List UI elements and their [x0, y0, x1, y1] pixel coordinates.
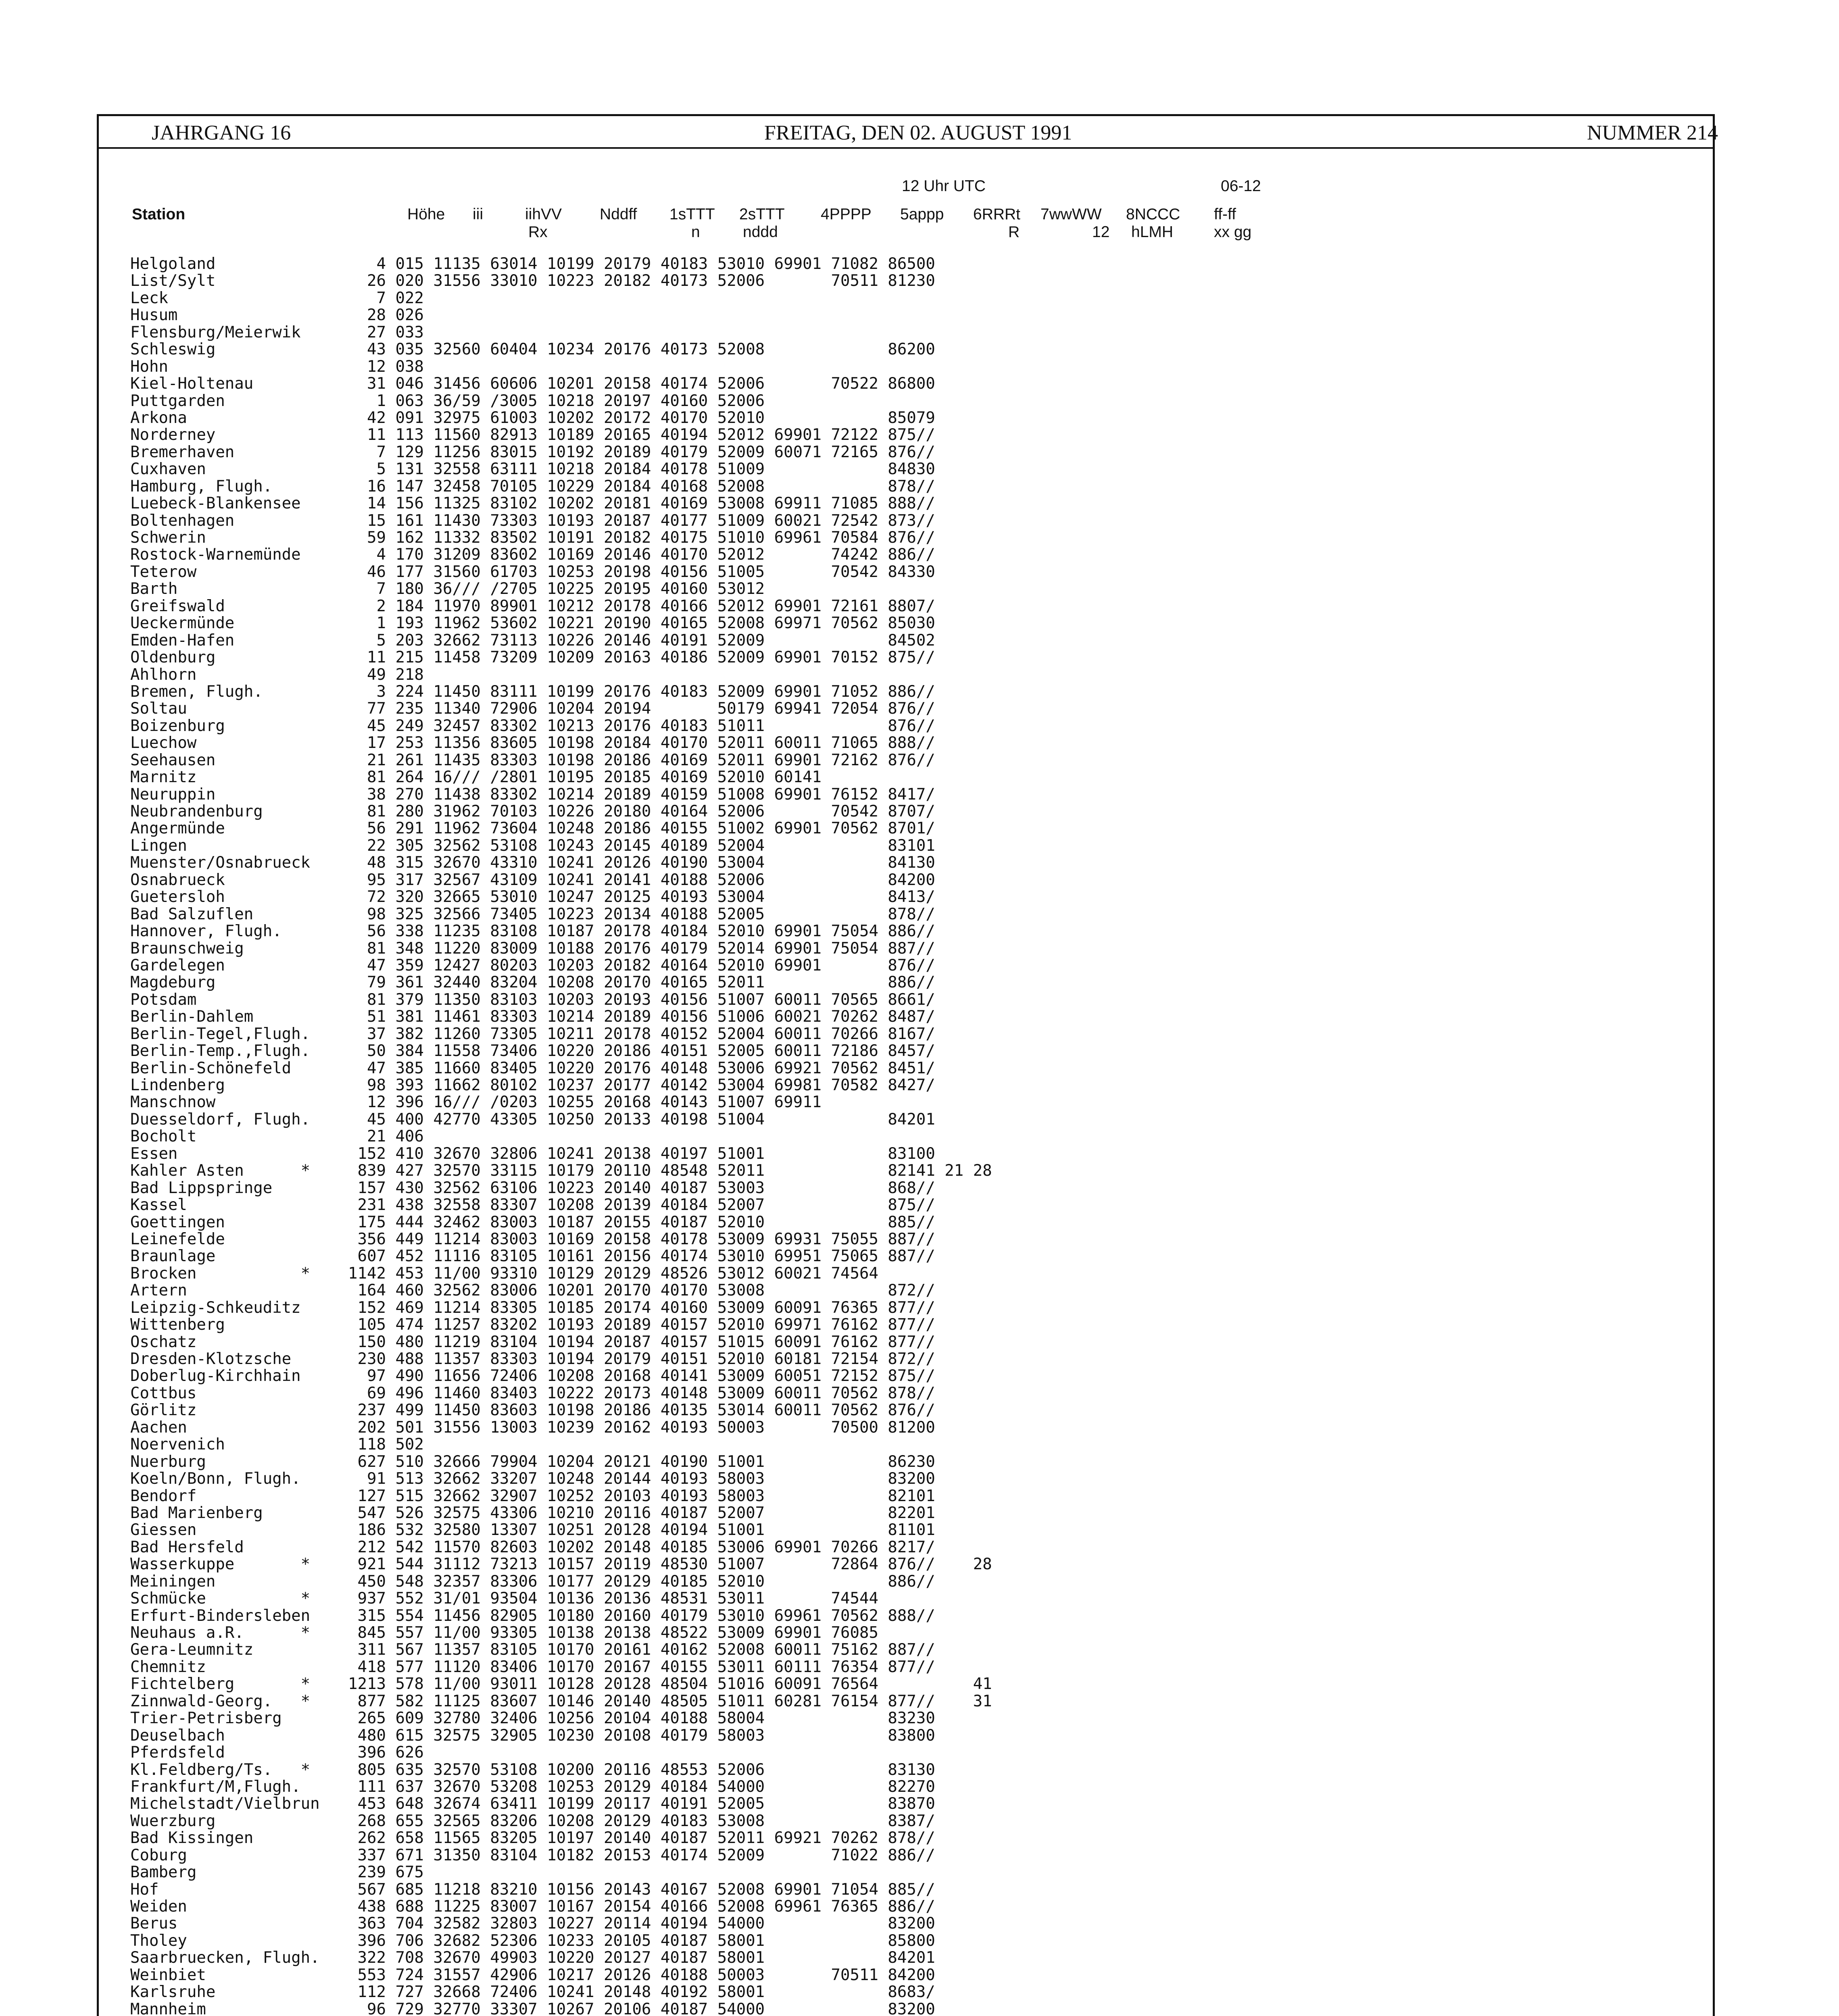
station-name: Hamburg, Flugh. 16 147 32458 70105 10229 20184 40168 52008 878// — [130, 477, 935, 496]
col-2sttt-sub: nddd — [743, 223, 778, 241]
station-name: Rostock-Warnemünde 4 170 31209 83602 10169 20146 40170 52012 74242 886// — [130, 546, 935, 564]
station-name: Luechow 17 253 11356 83605 10198 20184 40170 52011 60011 71065 888// — [130, 734, 935, 752]
station-name: Ueckermünde 1 193 11962 53602 10221 20190 40165 52008 69971 70562 85030 — [130, 614, 935, 633]
issue-date: FREITAG, DEN 02. AUGUST 1991 — [764, 121, 1072, 144]
col-ff-sub: xx gg — [1214, 223, 1252, 241]
station-name: Potsdam 81 379 11350 83103 10203 20193 40156 51007 60011 70565 8661/ — [130, 990, 935, 1009]
station-name: Emden-Hafen 5 203 32662 73113 10226 20146 40191 52009 84502 — [130, 631, 935, 650]
station-name: Hof 567 685 11218 83210 10156 20143 40167 52008 69901 71054 885// — [130, 1880, 935, 1899]
station-name: Neuruppin 38 270 11438 83302 10214 20189 40159 51008 69901 76152 8417/ — [130, 785, 935, 804]
station-name: Bad Salzuflen 98 325 32566 73405 10223 20134 40188 52005 878// — [130, 905, 935, 923]
col-ff: ff-ff — [1214, 206, 1236, 223]
station-name: Leck 7 022 — [130, 289, 424, 307]
station-name: Chemnitz 418 577 11120 83406 10170 20167 40155 53011 60111 76354 877// — [130, 1658, 935, 1676]
station-name: Duesseldorf, Flugh. 45 400 42770 43305 10250 20133 40198 51004 84201 — [130, 1110, 935, 1129]
station-name: Teterow 46 177 31560 61703 10253 20198 40156 51005 70542 84330 — [130, 562, 935, 581]
station-name: Deuselbach 480 615 32575 32905 10230 20108 40179 58003 83800 — [130, 1726, 935, 1745]
station-name: Bremen, Flugh. 3 224 11450 83111 10199 20176 40183 52009 69901 71052 886// — [130, 682, 935, 701]
col-station: Station — [132, 206, 186, 223]
station-name: Bremerhaven 7 129 11256 83015 10192 20189 40179 52009 60071 72165 876// — [130, 443, 935, 461]
station-name: Boizenburg 45 249 32457 83302 10213 20176 40183 51011 876// — [130, 716, 935, 735]
station-name: Mannheim 96 729 32770 33307 10267 20106 40187 54000 83200 — [130, 2000, 935, 2016]
station-name: Braunschweig 81 348 11220 83009 10188 20176 40179 52014 69901 75054 887// — [130, 939, 935, 958]
station-name: Wasserkuppe * 921 544 31112 73213 10157 20119 48530 51007 72864 876// 28 — [130, 1555, 992, 1574]
station-name: Bendorf 127 515 32662 32907 10252 20103 40193 58003 82101 — [130, 1487, 935, 1505]
col-1sttt-sub: n — [691, 223, 700, 241]
station-name: Karlsruhe 112 727 32668 72406 10241 20148 40192 58001 8683/ — [130, 1983, 935, 2001]
col-6rrrt: 6RRRt — [973, 206, 1021, 223]
col-4pppp: 4PPPP — [821, 206, 872, 223]
station-name: List/Sylt 26 020 31556 33010 10223 20182 40173 52006 70511 81230 — [130, 272, 935, 290]
station-name: Arkona 42 091 32975 61003 10202 20172 40170 52010 85079 — [130, 408, 935, 427]
station-name: Helgoland 4 015 11135 63014 10199 20179 40183 53010 69901 71082 86500 — [130, 255, 935, 273]
station-name: Lingen 22 305 32562 53108 10243 20145 40189 52004 83101 — [130, 836, 935, 855]
col-5appp: 5appp — [900, 206, 944, 223]
station-name: Frankfurt/M,Flugh. 111 637 32670 53208 10253 20129 40184 54000 82270 — [130, 1777, 935, 1796]
col-iihvv: iihVV — [525, 206, 562, 223]
col-7wwww: 7wwWW — [1040, 206, 1102, 223]
station-name: Ahlhorn 49 218 — [130, 665, 424, 684]
col-group-12utc: 12 Uhr UTC — [902, 177, 986, 195]
station-name: Magdeburg 79 361 32440 83204 10208 20170 40165 52011 886// — [130, 973, 935, 992]
col-iihvv-sub: Rx — [528, 223, 548, 241]
station-name: Kl.Feldberg/Ts. * 805 635 32570 53108 10200 20116 48553 52006 83130 — [130, 1760, 935, 1779]
station-name: Giessen 186 532 32580 13307 10251 20128 40194 51001 81101 — [130, 1521, 935, 1539]
col-6rrrt-sub: R — [1008, 223, 1020, 241]
station-name: Neubrandenburg 81 280 31962 70103 10226 20180 40164 52006 70542 8707/ — [130, 802, 935, 821]
station-name: Flensburg/Meierwik 27 033 — [130, 323, 424, 342]
station-name: Artern 164 460 32562 83006 10201 20170 40170 53008 872// — [130, 1281, 935, 1300]
station-name: Schmücke * 937 552 31/01 93504 10136 20136 48531 53011 74544 — [130, 1589, 878, 1608]
station-name: Pferdsfeld 396 626 — [130, 1743, 424, 1762]
station-name: Kassel 231 438 32558 83307 10208 20139 40184 52007 875// — [130, 1196, 935, 1214]
station-name: Bad Lippspringe 157 430 32562 63106 10223 20140 40187 53003 868// — [130, 1179, 935, 1197]
station-name: Berus 363 704 32582 32803 10227 20114 40194 54000 83200 — [130, 1914, 935, 1933]
station-name: Hohn 12 038 — [130, 357, 424, 376]
col-7wwww-sub: 12 — [1092, 223, 1110, 241]
header-rule — [97, 147, 1715, 149]
col-1sttt: 1sTTT — [669, 206, 715, 223]
station-name: Boltenhagen 15 161 11430 73303 10193 20187 40177 51009 60021 72542 873// — [130, 511, 935, 530]
station-name: Oschatz 150 480 11219 83104 10194 20187 40157 51015 60091 76162 877// — [130, 1333, 935, 1351]
station-name: Nuerburg 627 510 32666 79904 10204 20121 40190 51001 86230 — [130, 1452, 935, 1471]
col-nddff: Nddff — [600, 206, 637, 223]
station-name: Goettingen 175 444 32462 83003 10187 20155 40187 52010 885// — [130, 1213, 935, 1231]
volume-label: JAHRGANG 16 — [152, 121, 291, 144]
station-name: Görlitz 237 499 11450 83603 10198 20186 40135 53014 60011 70562 876// — [130, 1401, 935, 1420]
station-name: Koeln/Bonn, Flugh. 91 513 32662 33207 10248 20144 40193 58003 83200 — [130, 1470, 935, 1488]
station-name: Berlin-Schönefeld 47 385 11660 83405 10220 20176 40148 53006 69921 70562 8451/ — [130, 1059, 935, 1077]
station-name: Doberlug-Kirchhain 97 490 11656 72406 10208 20168 40141 53009 60051 72152 875// — [130, 1367, 935, 1385]
station-name: Cuxhaven 5 131 32558 63111 10218 20184 40178 51009 84830 — [130, 460, 935, 479]
station-name: Meiningen 450 548 32357 83306 10177 20129 40185 52010 886// — [130, 1572, 935, 1591]
station-name: Weinbiet 553 724 31557 42906 10217 20126 40188 50003 70511 84200 — [130, 1966, 935, 1984]
col-hoehe: Höhe — [407, 206, 445, 223]
station-name: Bocholt 21 406 — [130, 1127, 424, 1146]
station-name: Manschnow 12 396 16/// /0203 10255 20168 40143 51007 69911 — [130, 1093, 822, 1112]
station-name: Angermünde 56 291 11962 73604 10248 20186 40155 51002 69901 70562 8701/ — [130, 819, 935, 838]
station-name: Hannover, Flugh. 56 338 11235 83108 10187 20178 40184 52010 69901 75054 886// — [130, 922, 935, 941]
col-group-06-12: 06-12 — [1221, 177, 1261, 195]
station-name: Saarbruecken, Flugh. 322 708 32670 49903 10220 20127 40187 58001 84201 — [130, 1949, 935, 1967]
station-name: Kiel-Holtenau 31 046 31456 60606 10201 20158 40174 52006 70522 86800 — [130, 375, 935, 393]
station-name: Dresden-Klotzsche 230 488 11357 83303 10194 20179 40151 52010 60181 72154 872// — [130, 1350, 935, 1368]
station-name: Gera-Leumnitz 311 567 11357 83105 10170 20161 40162 52008 60011 75162 887// — [130, 1641, 935, 1659]
station-name: Bad Hersfeld 212 542 11570 82603 10202 20148 40185 53006 69901 70266 8217/ — [130, 1538, 935, 1556]
station-name: Oldenburg 11 215 11458 73209 10209 20163 40186 52009 69901 70152 875// — [130, 648, 935, 667]
issue-number: NUMMER 214 — [1587, 121, 1718, 144]
station-name: Neuhaus a.R. * 845 557 11/00 93305 10138 20138 48522 53009 69901 76085 — [130, 1624, 878, 1642]
station-name: Norderney 11 113 11560 82913 10189 20165 40194 52012 69901 72122 875// — [130, 426, 935, 444]
station-name: Michelstadt/Vielbrun 453 648 32674 63411 10199 20117 40191 52005 83870 — [130, 1795, 935, 1813]
station-name: Gardelegen 47 359 12427 80203 10203 20182 40164 52010 69901 876// — [130, 956, 935, 975]
station-name: Wittenberg 105 474 11257 83202 10193 20189 40157 52010 69971 76162 877// — [130, 1316, 935, 1334]
station-name: Essen 152 410 32670 32806 10241 20138 40197 51001 83100 — [130, 1144, 935, 1163]
station-name: Tholey 396 706 32682 52306 10233 20105 40187 58001 85800 — [130, 1931, 935, 1950]
station-name: Seehausen 21 261 11435 83303 10198 20186 40169 52011 69901 72162 876// — [130, 751, 935, 769]
station-name: Berlin-Dahlem 51 381 11461 83303 10214 20189 40156 51006 60021 70262 8487/ — [130, 1008, 935, 1026]
station-name: Trier-Petrisberg 265 609 32780 32406 10256 20104 40188 58004 83230 — [130, 1709, 935, 1728]
station-name: Bad Kissingen 262 658 11565 83205 10197 20140 40187 52011 69921 70262 878// — [130, 1829, 935, 1847]
station-name: Leinefelde 356 449 11214 83003 10169 20158 40178 53009 69931 75055 887// — [130, 1230, 935, 1248]
station-name: Schwerin 59 162 11332 83502 10191 20182 40175 51010 69961 70584 876// — [130, 529, 935, 547]
station-name: Kahler Asten * 839 427 32570 33115 10179 20110 48548 52011 82141 21 28 — [130, 1162, 992, 1180]
station-name: Wuerzburg 268 655 32565 83206 10208 20129 40183 53008 8387/ — [130, 1812, 935, 1830]
station-name: Erfurt-Bindersleben 315 554 11456 82905 10180 20160 40179 53010 69961 70562 888// — [130, 1606, 935, 1625]
col-8nccc: 8NCCC — [1126, 206, 1180, 223]
col-8nccc-sub: hLMH — [1131, 223, 1174, 241]
station-name: Barth 7 180 36/// /2705 10225 20195 40160 53012 — [130, 580, 765, 598]
station-name: Guetersloh 72 320 32665 53010 10247 20125 40193 53004 8413/ — [130, 888, 935, 906]
station-name: Husum 28 026 — [130, 306, 424, 325]
station-name: Lindenberg 98 393 11662 80102 10237 20177 40142 53004 69981 70582 8427/ — [130, 1076, 935, 1094]
col-iii: iii — [473, 206, 483, 223]
station-name: Aachen 202 501 31556 13003 10239 20162 40193 50003 70500 81200 — [130, 1418, 935, 1437]
station-name: Greifswald 2 184 11970 89901 10212 20178 40166 52012 69901 72161 8807/ — [130, 597, 935, 615]
station-name: Berlin-Tegel,Flugh. 37 382 11260 73305 10211 20178 40152 52004 60011 70266 8167/ — [130, 1025, 935, 1043]
station-name: Zinnwald-Georg. * 877 582 11125 83607 10146 20140 48505 51011 60281 76154 877// 31 — [130, 1692, 992, 1710]
station-name: Bad Marienberg 547 526 32575 43306 10210 20116 40187 52007 82201 — [130, 1504, 935, 1522]
station-name: Osnabrueck 95 317 32567 43109 10241 20141 40188 52006 84200 — [130, 871, 935, 889]
station-name: Weiden 438 688 11225 83007 10167 20154 40166 52008 69961 76365 886// — [130, 1897, 935, 1916]
station-name: Coburg 337 671 31350 83104 10182 20153 40174 52009 71022 886// — [130, 1846, 935, 1864]
station-name: Soltau 77 235 11340 72906 10204 20194 50179 69941 72054 876// — [130, 700, 935, 718]
station-name: Schleswig 43 035 32560 60404 10234 20176 40173 52008 86200 — [130, 340, 935, 359]
station-name: Leipzig-Schkeuditz 152 469 11214 83305 10185 20174 40160 53009 60091 76365 877// — [130, 1298, 935, 1317]
station-name: Braunlage 607 452 11116 83105 10161 20156 40174 53010 69951 75065 887// — [130, 1247, 935, 1266]
station-name: Cottbus 69 496 11460 83403 10222 20173 40148 53009 60011 70562 878// — [130, 1384, 935, 1402]
col-2sttt: 2sTTT — [739, 206, 785, 223]
station-name: Puttgarden 1 063 36/59 /3005 10218 20197 40160 52006 — [130, 392, 765, 410]
station-name: Bamberg 239 675 — [130, 1863, 424, 1882]
station-name: Muenster/Osnabrueck 48 315 32670 43310 10241 20126 40190 53004 84130 — [130, 854, 935, 872]
station-name: Noervenich 118 502 — [130, 1435, 424, 1454]
station-name: Brocken * 1142 453 11/00 93310 10129 20129 48526 53012 60021 74564 — [130, 1264, 878, 1283]
station-name: Berlin-Temp.,Flugh. 50 384 11558 73406 10220 20186 40151 52005 60011 72186 8457/ — [130, 1042, 935, 1060]
station-name: Fichtelberg * 1213 578 11/00 93011 10128 20128 48504 51016 60091 76564 41 — [130, 1675, 992, 1693]
station-name: Luebeck-Blankensee 14 156 11325 83102 10202 20181 40169 53008 69911 71085 888// — [130, 494, 935, 513]
station-name: Marnitz 81 264 16/// /2801 10195 20185 40169 52010 60141 — [130, 768, 822, 787]
